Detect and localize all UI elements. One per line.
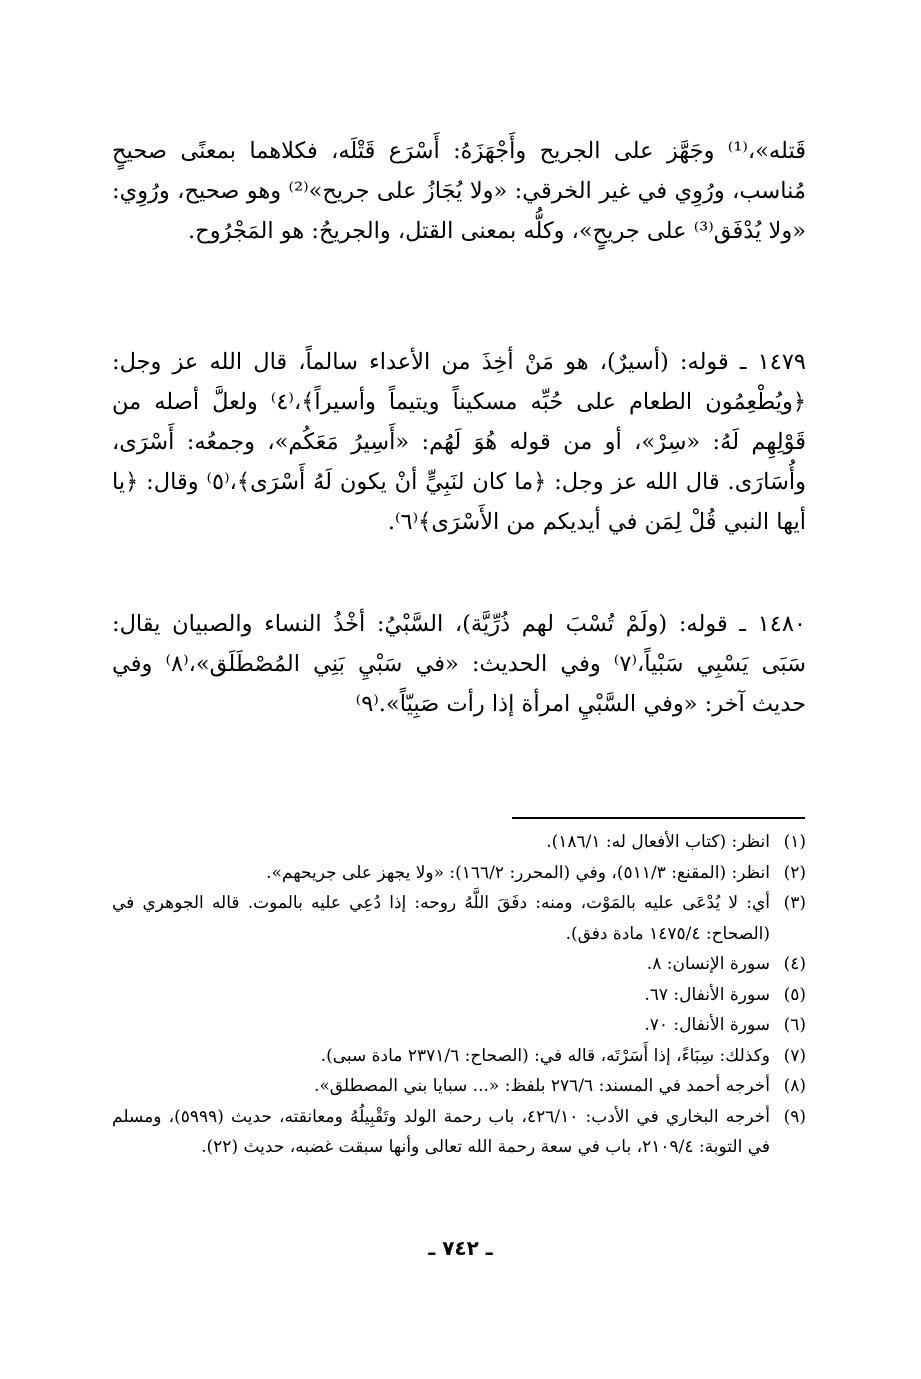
paragraph-1479: ١٤٧٩ ـ قوله: (أسيرٌ)، هو مَنْ أخِذَ من الأعداء سالماً، قال الله عز وجل: ﴿ويُطْعِمُون الطعام على حُبِّه مسكيناً ويتيماً وأسيراً﴾،⁽٤⁾ ولعلَّ أصله من قَوْلِهِم لَهُ: «سِرْ»، أو من قوله هُوَ لَهُم: «أَسِيرُ مَعَكُم»، وجمعُه: أَسْرَى، وأُسَارَى. قال الله عز وجل: ﴿ما كان لنَبِيٍّ أنْ يكون لَهُ أَسْرَى﴾،⁽٥⁾ وقال: ﴿يا أيها النبي قُلْ لِمَن في أيديكم من الأَسْرَى﴾⁽٦⁾. (112, 349, 807, 535)
footnote-item (112, 858, 806, 889)
footnote-number: (٢) (783, 862, 806, 883)
footnote-text: أخرجه البخاري في الأدب: ٤٢٦/١٠، باب رحمة الولد وتَقْبِيلُهُ ومعانقته، حديث (٥٩٩٩)، ومسلم في التوبة: ٢١٠٩/٤، باب في سعة رحمة الله تعالى وأنها سبقت غضبه، حديث (٢٢). (112, 1106, 770, 1157)
footnote-text: سورة الأنفال: ٧٠. (644, 1015, 770, 1035)
footnote-item (112, 888, 806, 949)
footnote-separator (512, 817, 805, 819)
footnote-text: وكذلك: سِبَاءً، إذا أَسَرْتَه، قاله في: (الصحاح: ٢٣٧١/٦ مادة سبى). (320, 1045, 770, 1066)
paragraph-1: قَتله»،⁽¹⁾ وجَهَّز على الجريح وأَجْهَزَهُ: أَسْرَع قَتْلَه، فكلاهما بمعنًى صحيحٍ مُناسب، ورُوِي في غير الخرقي: «ولا يُجَازُ على جريح»⁽²⁾ وهو صحيح، ورُوِي: «ولا يُدْفَق⁽³⁾ على جريحٍ»، وكلُّه بمعنى القتل، والجريحُ: هو المَجْرُوح. (112, 138, 806, 244)
footnote-text: انظر: (المقنع: ٥١١/٣)، وفي (المحرر: ١٦٦/٢): «ولا يجهز على جريحهم». (266, 862, 770, 883)
footnote-item (112, 980, 806, 1011)
footnote-text: سورة الأنفال: ٦٧. (644, 984, 770, 1005)
footnote-number: (٦) (783, 1015, 806, 1035)
footnote-number: (١) (783, 832, 806, 852)
footnote-number: (٧) (783, 1045, 806, 1066)
footnote-item (112, 1041, 806, 1072)
footnote-text: أي: لا يُدْعَى عليه بالمَوْت، ومنه: دفَقَ اللَّهُ روحه: إذا دُعِي عليه بالموت. قاله الجوهري في (الصحاح: ١٤٧٥/٤ مادة دفق). (112, 893, 770, 944)
footnote-item (112, 1071, 806, 1102)
footnote-item (112, 1010, 806, 1041)
footnote-number: (٥) (783, 984, 806, 1005)
footnote-text: سورة الإنسان: ٨. (646, 954, 770, 974)
footnotes-list (112, 827, 806, 1163)
footnote-number: (٣) (783, 893, 806, 913)
footnote-item (112, 1102, 806, 1163)
footnote-item (112, 949, 806, 980)
footnote-text: أخرجه أحمد في المسند: ٢٧٦/٦ بلفظ: «... سبايا بني المصطلق». (313, 1076, 770, 1096)
paragraph-1480: ١٤٨٠ ـ قوله: (ولَمْ تُسْبَ لهم ذُرِّيَّة)، السَّبْيُ: أخْذُ النساء والصبيان يقال: سَبَى يَسْبِي سَبْياً،⁽٧⁾ وفي الحديث: «في سَبْيِ بَنِي المُصْطَلَق»،⁽٨⁾ وفي حديث آخر: «وفي السَّبْيِ امرأة إذا رأت صَبِيّاً».⁽٩⁾ (112, 611, 806, 717)
footnote-number: (٩) (783, 1106, 806, 1127)
footnote-number: (٨) (783, 1076, 806, 1096)
footnote-item (112, 827, 806, 858)
page-number: ـ ٧٤٢ ـ (428, 1236, 493, 1260)
footnote-number: (٤) (783, 954, 806, 974)
footnote-text: انظر: (كتاب الأفعال له: ١٨٦/١). (546, 832, 770, 852)
